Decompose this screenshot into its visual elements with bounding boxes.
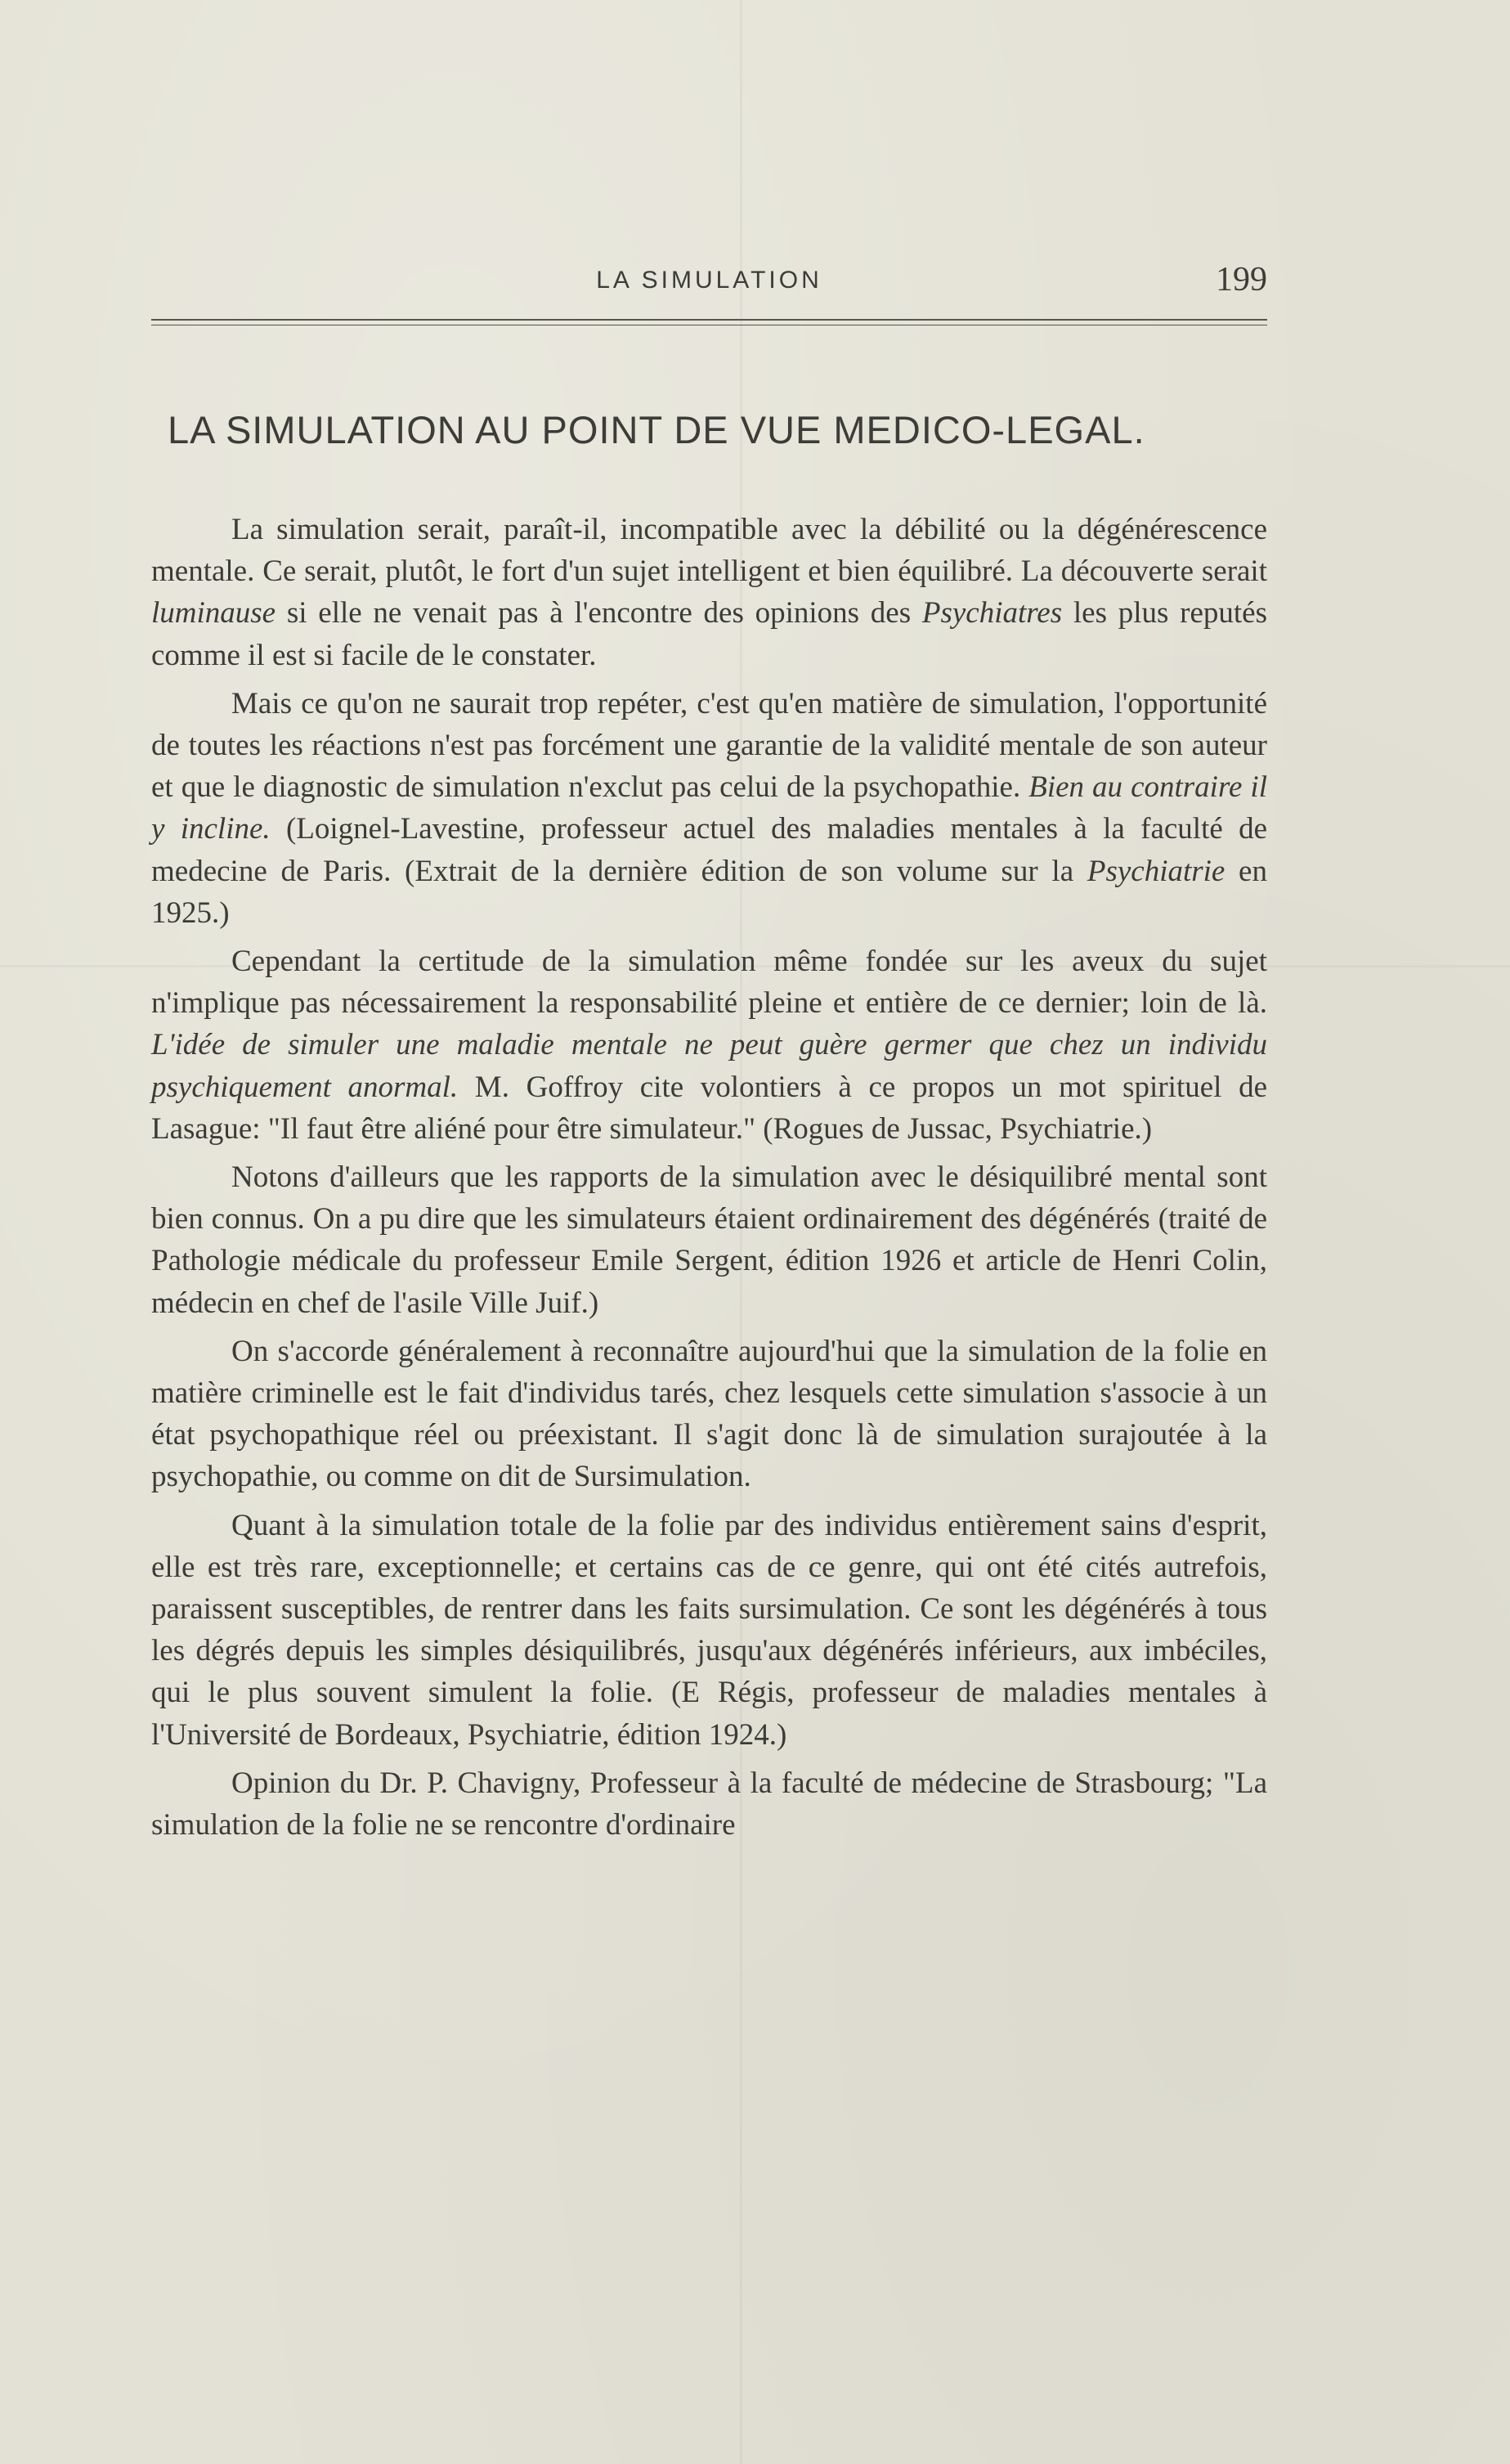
- article-heading: LA SIMULATION AU POINT DE VUE MEDICO-LEGAL.: [168, 408, 1145, 451]
- paragraph-text: Opinion du Dr. P. Chavigny, Professeur à la faculté de médecine de Strasbourg; "La simulation de la folie ne se rencontre d'ordinaire: [151, 1766, 1267, 1842]
- paragraph-2: [151, 683, 1267, 934]
- paragraph-text: en 1925.): [151, 854, 1267, 930]
- paragraph-3: [151, 940, 1267, 1150]
- header-rule: [151, 319, 1267, 321]
- italic-text: luminause: [151, 596, 276, 631]
- paragraph-1: [151, 509, 1267, 676]
- paragraph-text: La simulation serait, paraît-il, incompatible avec la débilité ou la dégénérescence mentale. Ce serait, plutôt, le fort d'un sujet intelligent et bien équilibré. La découverte serait: [151, 513, 1267, 589]
- running-title: LA SIMULATION: [596, 267, 822, 294]
- paragraph-text: Cependant la certitude de la simulation même fondée sur les aveux du sujet n'implique pas nécessairement la responsabilité pleine et entière de ce dernier; loin de là.: [151, 945, 1267, 1021]
- article-body: [151, 509, 1267, 1852]
- paragraph-7: [151, 1762, 1267, 1846]
- italic-text: L'idée de simuler une maladie mentale ne peut guère germer que chez un individu psychiquement anormal.: [151, 1028, 1267, 1104]
- page-number: 199: [1216, 261, 1267, 298]
- paragraph-5: [151, 1331, 1267, 1498]
- paragraph-text: si elle ne venait pas à l'encontre des opinions des: [276, 596, 922, 631]
- paragraph-text: Mais ce qu'on ne saurait trop repéter, c'est qu'en matière de simulation, l'opportunité de toutes les réactions n'est pas forcément une garantie de la validité mentale de son auteur et que le diagnostic de simulation n'exclut pas celui de la psychopathie.: [151, 686, 1267, 805]
- italic-text: Psychiatres: [921, 596, 1063, 631]
- paragraph-text: Notons d'ailleurs que les rapports de la simulation avec le désiquilibré mental sont bien connus. On a pu dire que les simulateurs étaient ordinairement des dégénérés (traité de Pathologie médicale du professeur Emile Sergent, édition 1926 et article de Henri Colin, médecin en chef de l'asile Ville Juif.): [151, 1160, 1267, 1320]
- paragraph-text: M. Goffroy cite volontiers à ce propos un mot spirituel de Lasague: "Il faut être aliéné pour être simulateur." (Rogues de Jussac, Psychiatrie.): [151, 1070, 1267, 1146]
- paragraph-text: On s'accorde généralement à reconnaître aujourd'hui que la simulation de la folie en matière criminelle est le fait d'individus tarés, chez lesquels cette simulation s'associe à un état psychopathique réel ou préexistant. Il s'agit donc là de simulation surajoutée à la psychopathie, ou comme on dit de Sursimulation.: [151, 1334, 1267, 1494]
- paragraph-6: [151, 1505, 1267, 1756]
- running-header: [151, 260, 1267, 309]
- paragraph-text: (Loignel-Lavestine, professeur actuel des maladies mentales à la faculté de medecine de Paris. (Extrait de la dernière édition de son volume sur la: [151, 812, 1268, 888]
- paragraph-text: Quant à la simulation totale de la folie par des individus entièrement sains d'esprit, elle est très rare, exceptionnelle; et certains cas de ce genre, qui ont été cités autrefois, paraissent susceptibles, de rentrer dans les faits sursimulation. Ce sont les dégénérés à tous les dégrés depuis les simples désiquilibrés, jusqu'aux dégénérés inférieurs, aux imbéciles, qui le plus souvent simulent la folie. (E Régis, professeur de maladies mentales à l'Université de Bordeaux, Psychiatrie, édition 1924.): [151, 1508, 1267, 1752]
- italic-text: Psychiatrie: [1087, 854, 1225, 888]
- paragraph-text: les plus reputés comme il est si facile de le constater.: [151, 596, 1267, 672]
- paragraph-4: [151, 1156, 1267, 1324]
- italic-text: Bien au contraire il y incline.: [151, 770, 1267, 846]
